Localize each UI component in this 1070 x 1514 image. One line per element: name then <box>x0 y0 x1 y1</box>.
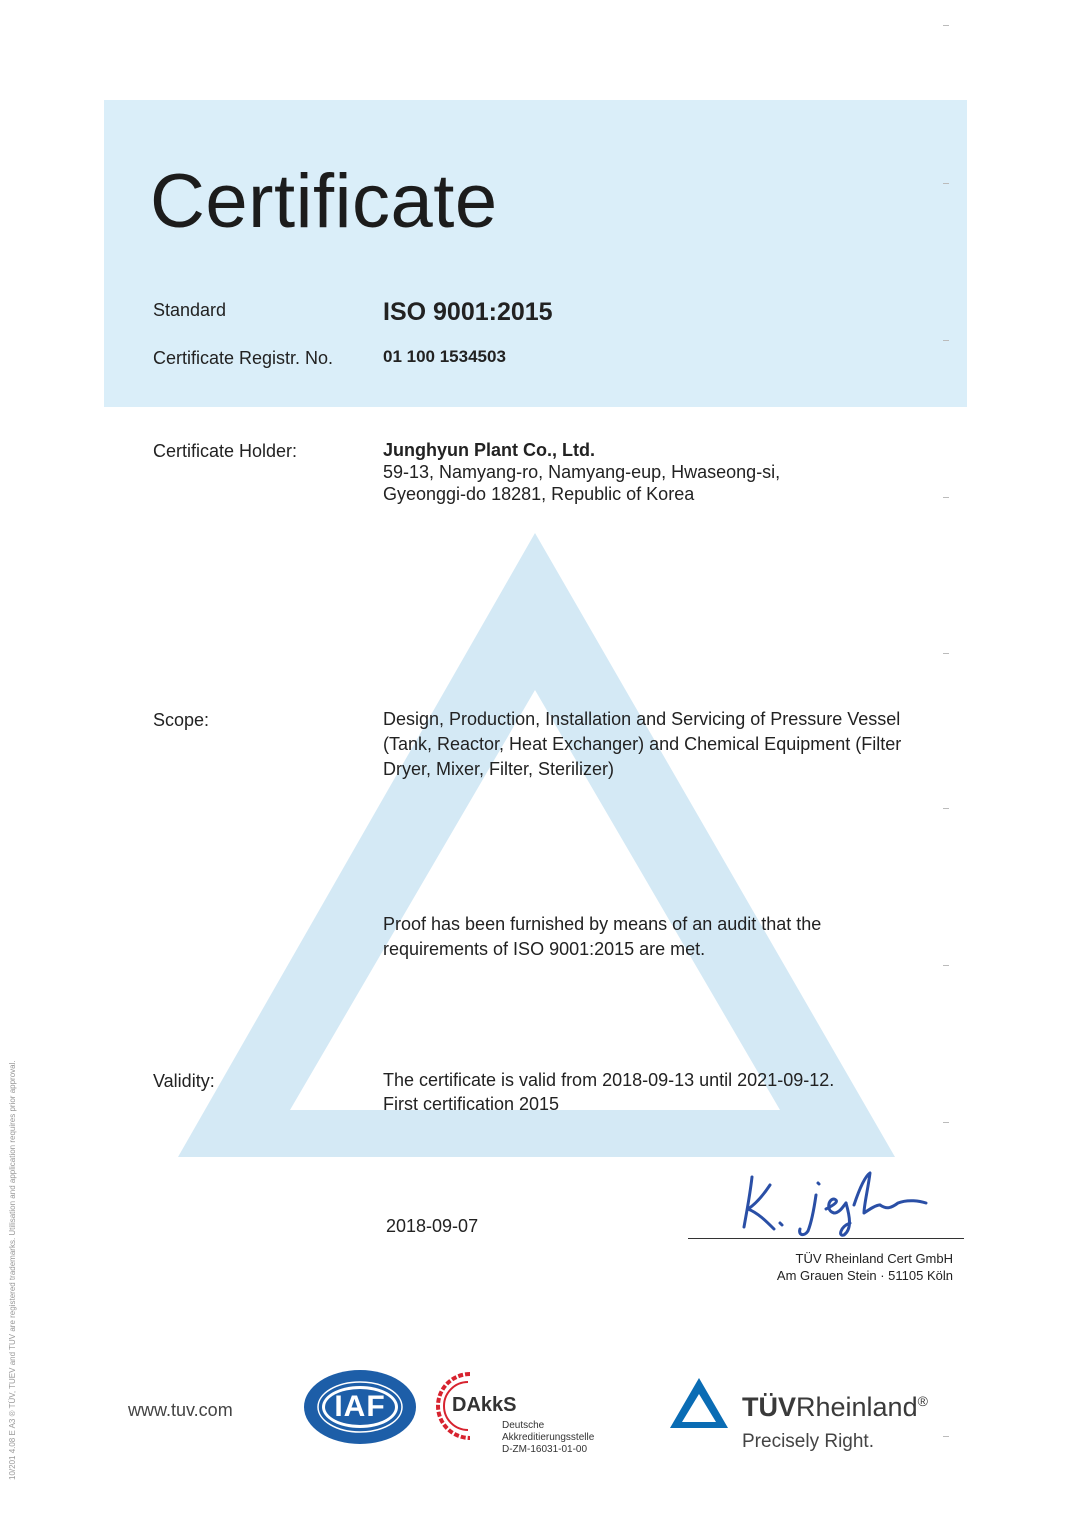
side-trademark-note: 10/201 4.08 E A3 ® TÜV, TUEV and TUV are registered trademarks. Utilisation and application requires prior approval. <box>8 1060 17 1480</box>
holder-name: Junghyun Plant Co., Ltd. <box>383 440 595 460</box>
scope-line: (Tank, Reactor, Heat Exchanger) and Chemical Equipment (Filter <box>383 734 902 754</box>
crop-mark <box>943 653 949 654</box>
dakks-caption-line: Akkreditierungsstelle <box>502 1432 595 1443</box>
holder-address-line: Gyeonggi-do 18281, Republic of Korea <box>383 484 695 504</box>
proof-line: requirements of ISO 9001:2015 are met. <box>383 939 706 959</box>
proof-line: Proof has been furnished by means of an audit that the <box>383 914 822 934</box>
issuer-address: Am Grauen Stein · 51105 Köln <box>776 1268 953 1283</box>
standard-label: Standard <box>153 300 227 320</box>
crop-mark <box>943 965 949 966</box>
tuv-triangle-icon <box>668 1376 730 1430</box>
crop-mark <box>943 1436 949 1437</box>
tuv-brand-rest: Rheinland <box>796 1392 918 1422</box>
scope-label: Scope: <box>153 710 210 730</box>
dakks-caption-line: D-ZM-16031-01-00 <box>502 1444 588 1455</box>
crop-mark <box>943 497 949 498</box>
validity-line: The certificate is valid from 2018-09-13 until 2021-09-12. <box>383 1070 835 1090</box>
website-link[interactable]: www.tuv.com <box>128 1400 233 1420</box>
tuv-tagline: Precisely Right. <box>742 1431 874 1452</box>
dakks-caption-line: Deutsche <box>502 1420 545 1431</box>
crop-mark <box>943 183 949 184</box>
tuv-brand-bold: TÜV <box>742 1392 796 1422</box>
dakks-logo-text: DAkkS <box>452 1394 517 1416</box>
issuer-name: TÜV Rheinland Cert GmbH <box>795 1251 953 1266</box>
tuv-rheinland-logo <box>742 1392 928 1423</box>
certificate-title: Certificate <box>150 159 498 244</box>
crop-mark <box>943 25 949 26</box>
registered-mark: ® <box>917 1393 928 1409</box>
signature-line <box>688 1238 964 1239</box>
crop-mark <box>943 340 949 341</box>
scope-line: Design, Production, Installation and Servicing of Pressure Vessel <box>383 709 901 729</box>
validity-line: First certification 2015 <box>383 1094 560 1114</box>
dakks-caption <box>502 1420 594 1456</box>
signature-image <box>730 1165 940 1240</box>
iaf-logo-text: IAF <box>334 1390 386 1423</box>
holder-address-line: 59-13, Namyang-ro, Namyang-eup, Hwaseong-si, <box>383 462 781 482</box>
crop-mark <box>943 1122 949 1123</box>
validity-label: Validity: <box>153 1071 215 1091</box>
scope-line: Dryer, Mixer, Filter, Sterilizer) <box>383 759 615 779</box>
iaf-logo <box>302 1368 418 1446</box>
standard-value: ISO 9001:2015 <box>383 298 553 326</box>
registration-number: 01 100 1534503 <box>383 347 506 366</box>
issue-date: 2018-09-07 <box>386 1216 479 1236</box>
crop-mark <box>943 808 949 809</box>
registration-label: Certificate Registr. No. <box>153 348 334 368</box>
holder-label: Certificate Holder: <box>153 441 298 461</box>
